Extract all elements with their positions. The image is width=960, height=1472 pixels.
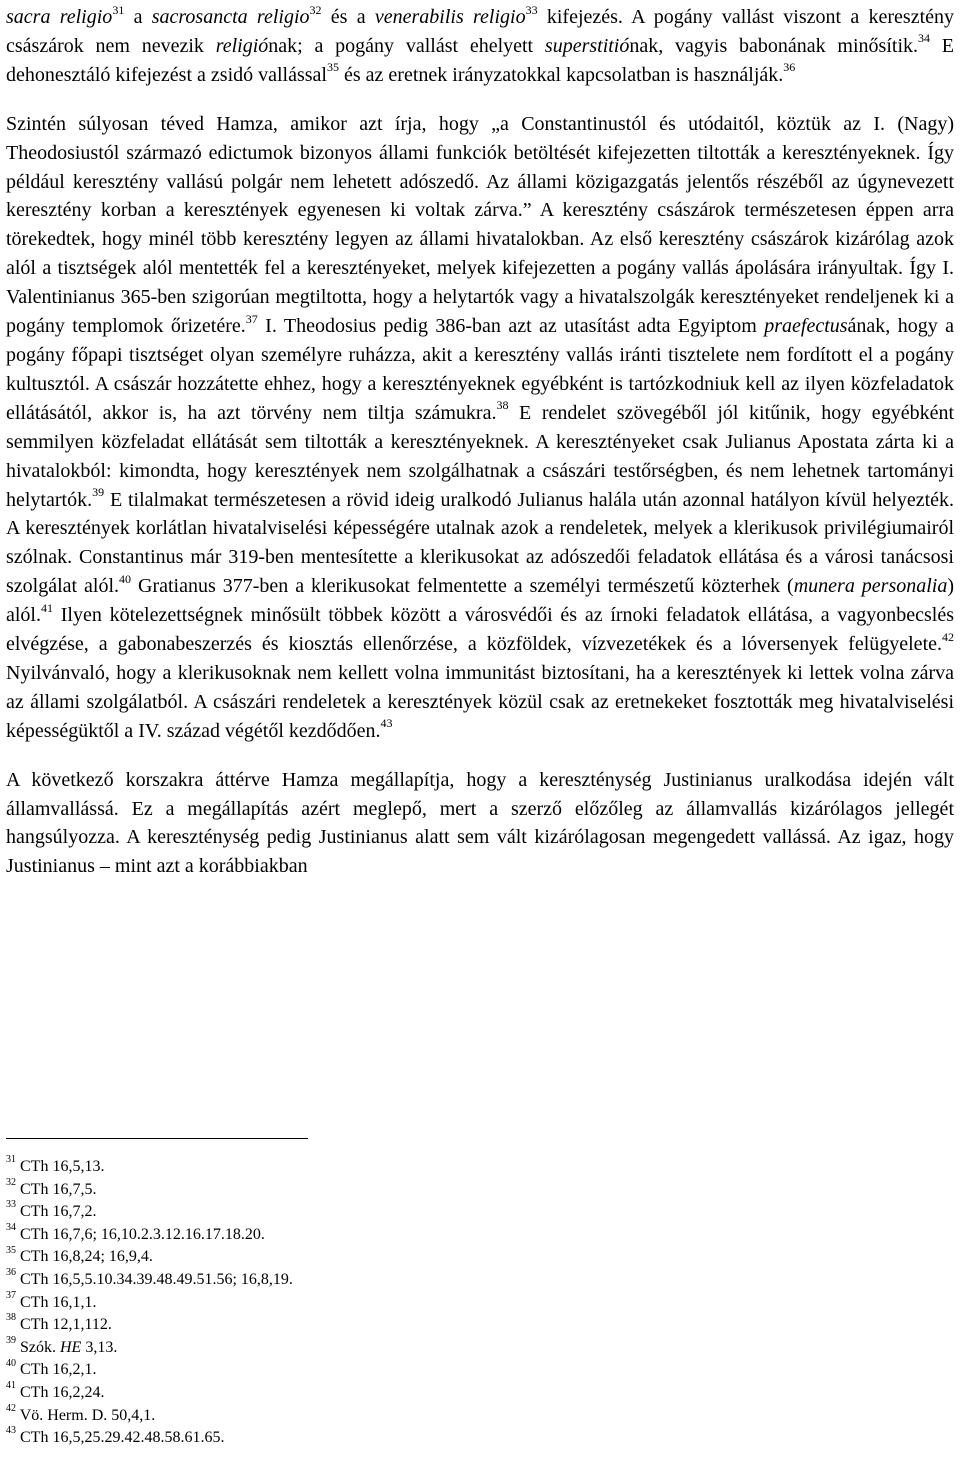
footnote-text: CTh 12,1,112. [20, 1316, 112, 1334]
footnote-ref: 34 [918, 31, 930, 46]
document-page [6, 0, 954, 881]
footnote-number: 35 [6, 1244, 16, 1256]
footnote-text: Szók. HE 3,13. [20, 1338, 118, 1356]
footnote-ref: 41 [41, 600, 53, 615]
italic-text: religió [215, 34, 269, 57]
footnote-text: CTh 16,8,24; 16,9,4. [20, 1248, 153, 1266]
footnote-ref: 31 [112, 2, 125, 17]
footnote-ref: 43 [380, 716, 393, 731]
footnote [6, 1289, 706, 1315]
footnote-ref: 32 [309, 2, 322, 17]
footnote-ref: 38 [496, 398, 509, 413]
italic-text: superstitió [544, 34, 630, 57]
italic-text: munera personalia [793, 575, 948, 598]
footnote [6, 1402, 706, 1428]
body-paragraph: A következő korszakra áttérve Hamza megállapítja, hogy a kereszténység Justinianus uralkodása idején vált államvallássá. Ez a megállapítás azért meglepő, mert a szerző előzőleg az államvallás kizárólagos jellegét hangsúlyozza. A kereszténység pedig Justinianus alatt sem vált kizárólagosan megengedett vallássá. Az igaz, hogy Justinianus – mint azt a korábbiakban [6, 768, 954, 878]
footnote [6, 1221, 706, 1247]
footnote-ref: 40 [119, 571, 132, 586]
footnotes [6, 1156, 706, 1450]
footnote-text: CTh 16,2,1. [20, 1361, 97, 1379]
footnote-ref: 36 [783, 60, 796, 75]
footnote [6, 1359, 706, 1382]
italic-text: venerabilis religio [374, 6, 526, 28]
footnote [6, 1269, 706, 1292]
footnote-text: CTh 16,1,1. [20, 1293, 97, 1311]
footnote [6, 1246, 706, 1269]
footnote-text: CTh 16,5,5.10.34.39.48.49.51.56; 16,8,19. [20, 1270, 293, 1288]
italic-text: praefectus [764, 315, 848, 338]
footnote-ref: 39 [92, 485, 105, 500]
footnote-text: CTh 16,5,25.29.42.48.58.61.65. [20, 1429, 225, 1447]
footnote-text: CTh 16,7,5. [20, 1180, 97, 1198]
footnote-number: 42 [6, 1402, 16, 1414]
footnote-number: 36 [6, 1267, 16, 1279]
footnote [6, 1156, 706, 1179]
footnote-number: 41 [6, 1380, 16, 1392]
footnote [6, 1334, 706, 1360]
footnote-ref: 35 [327, 60, 339, 75]
footnote [6, 1382, 706, 1405]
footnote-text: CTh 16,2,24. [20, 1383, 105, 1401]
footnote [6, 1314, 706, 1337]
footnote-number: 37 [6, 1289, 16, 1301]
footnote-number: 31 [6, 1154, 16, 1166]
footnote-separator [6, 1138, 308, 1139]
footnote-number: 33 [6, 1199, 16, 1211]
footnote-number: 34 [6, 1221, 16, 1233]
italic-text: sacra religio [6, 6, 113, 28]
footnote-text: Vö. Herm. D. 50,4,1. [19, 1406, 156, 1424]
footnote-text: CTh 16,5,13. [20, 1158, 105, 1175]
italic-text: sacrosancta religio [151, 6, 310, 28]
footnote-text: CTh 16,7,6; 16,10.2.3.12.16.17.18.20. [20, 1225, 265, 1243]
footnote [6, 1176, 706, 1202]
body-paragraph: Szintén súlyosan téved Hamza, amikor azt írja, hogy „a Constantinustól és utódaitól, köztük az I. (Nagy) Theodosiustól származó edictumok bizonyos állami funkciók betöltését kifejezetten tiltották a keresztényeknek. Így például keresztény vallású polgár nem lehetett adószedő. Az állami közigazgatás jelentős részéből az úgynevezett keresztény korban a keresztények egyenesen ki voltak zárva.” A keresztény császárok természetesen éppen arra törekedtek, hogy minél több keresztény legyen az állami hivatalokban. Az első keresztény császárok kizárólag azok alól a tisztségek alól mentették fel a keresztényeket, melyek kifejezetten a pogány vallás ápolására irányultak. Így I. Valentinianus 365-ben szigorúan megtiltotta, hogy a helytartók vagy a hivatalszolgák keresztényeket rendeljenek ki a pogány templomok őrizetére.$^{37}$ I. Theodosius pedig 386-ban azt az utasítást adta Egyiptom praefectusának, hogy a pogány főpapi tisztséget olyan személyre ruházza, akit a keresztény vallás iránti tisztelete nem fordított el a pogány kultusztól. A császár hozzátette ehhez, hogy a keresztényeknek egyébként is tartózkodniuk kell az ilyen közfeladatok ellátásától, akkor is, ha azt törvény nem tiltja számukra.$^{38}$ E rendelet szövegéből jól kitűnik, hogy egyébként semmilyen közfeladat ellátását sem tiltották a keresztényeknek. A keresztényeket csak Julianus Apostata zárta ki a hivatalokból: kimondta, hogy keresztények nem szolgálhatnak a császári testőrségben, és nem lehetnek tartományi helytartók.$^{39}$ E tilalmakat természetesen a rövid ideig uralkodó Julianus halála után azonnal hatályon kívül helyezték. A keresztények korlátlan hivatalviselési képességére utalnak azok a rendeletek, melyek a klerikusok privilégiumairól szólnak. Constantinus már 319-ben mentesítette a klerikusokat az adószedői feladatok ellátása és a városi tanácsosi szolgálat alól.$^{40}$ Gratianus 377-ben a klerikusokat felmentette a személyi természetű közterhek (munera personalia) alól.$^{41}$ Ilyen kötelezettségnek minősült többek között a városvédői és az írnoki feladatok ellátása, a vagyonbecslés elvégzése, a gabonabeszerzés és kiosztás ellenőrzése, a közföldek, vízvezetékek és a lóversenyek felügyelete.$^{42}$ Nyilvánvaló, hogy a klerikusoknak nem kellett volna immunitást biztosítani, ha a keresztények ki lettek volna zárva az állami szolgálatból. A császári rendeletek a keresztények közül csak az eretnekeket fosztották meg hivatalviselési képességüktől a IV. század végétől kezdődően.$^{43}$ [6, 112, 955, 742]
footnote-number: 40 [6, 1357, 16, 1369]
footnote-number: 39 [6, 1334, 16, 1346]
footnote [6, 1201, 706, 1224]
footnote-ref: 33 [525, 2, 538, 17]
italic-text: HE [60, 1338, 82, 1356]
body-paragraph: sacra religio$^{31}$ a sacrosancta religio$^{32}$ és a venerabilis religio$^{33}$ kifejezés. A pogány vallást viszont a keresztény császárok nem nevezik religiónak; a pogány vallást ehelyett superstitiónak, vagyis babonának minősítik.$^{34}$ E dehonesztáló kifejezést a zsidó vallással$^{35}$ és az eretnek irányzatokkal kapcsolatban is használják.$^{36}$ [6, 2, 955, 86]
footnote-ref: 37 [245, 311, 258, 326]
footnote-number: 38 [6, 1312, 16, 1324]
footnote-text: CTh 16,7,2. [20, 1203, 97, 1221]
footnote-number: 43 [6, 1425, 16, 1437]
footnote-number: 32 [6, 1176, 16, 1188]
footnote-ref: 42 [942, 629, 954, 644]
footnote [6, 1427, 706, 1450]
